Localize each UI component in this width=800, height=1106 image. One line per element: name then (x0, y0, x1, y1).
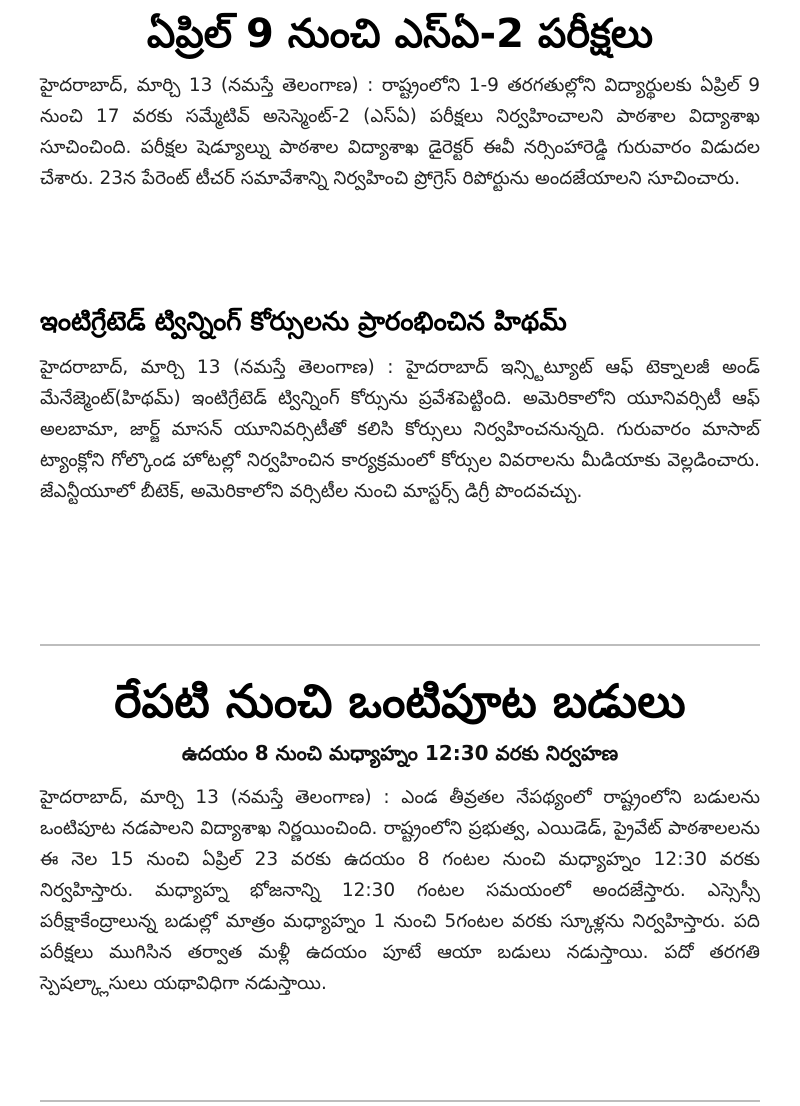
headline-sa2-exams: ఏప్రిల్ 9 నుంచి ఎస్ఏ-2 పరీక్షలు (146, 11, 654, 57)
headline-half-day-schools: రేపటి నుంచి ఒంటిపూట బడులు (114, 674, 686, 728)
article-body-hitam-twinning: హైదరాబాద్, మార్చి 13 (నమస్తే తెలంగాణ) : హైదరాబాద్ ఇన్స్టిట్యూట్ ఆఫ్ టెక్నాలజీ అండ్ మేనేజ్మెంట్(హిథమ్) ఇంటిగ్రేటెడ్ ట్విన్నింగ్ కోర్సును ప్రవేశపెట్టింది. అమెరికాలోని యూనివర్సిటీ ఆఫ్ అలబామా, జార్జ్ మాసన్ యూనివర్సిటీతో కలిసి కోర్సులు నిర్వహించనున్నది. గురువారం మాసాబ్ ట్యాంక్లోని గోల్కొండ హోటల్లో నిర్వహించిన కార్యక్రమంలో కోర్సుల వివరాలను మీడియాకు వెల్లడించారు. జేఎన్టీయూలో బీటెక్, అమెరికాలోని వర్సిటీల నుంచి మాస్టర్స్ డిగ్రీ పొందవచ్చు. (40, 357, 760, 502)
section-divider (40, 644, 760, 646)
article-sa2-exams (40, 6, 760, 194)
article-body-sa2-exams: హైదరాబాద్, మార్చి 13 (నమస్తే తెలంగాణ) : రాష్ట్రంలోని 1-9 తరగతుల్లోని విద్యార్థులకు ఏప్రిల్ 9 నుంచి 17 వరకు సమ్మేటివ్ అసెస్మెంట్-2 (ఎస్ఏ) పరీక్షలు నిర్వహించాలని పాఠశాల విద్యాశాఖ సూచించింది. పరీక్షల షెడ్యూల్ను పాఠశాల విద్యాశాఖ డైరెక్టర్ ఈవీ నర్సింహారెడ్డి గురువారం విడుదల చేశారు. 23న పేరెంట్ టీచర్ సమావేశాన్ని నిర్వహించి ప్రోగ్రెస్ రిపోర్టును అందజేయాలని సూచించారు. (40, 75, 760, 189)
article-body-half-day-schools: హైదరాబాద్, మార్చి 13 (నమస్తే తెలంగాణ) : ఎండ తీవ్రతల నేపథ్యంలో రాష్ట్రంలోని బడులను ఒంటిపూట నడపాలని విద్యాశాఖ నిర్ణయించింది. రాష్ట్రంలోని ప్రభుత్వ, ఎయిడెడ్, ప్రైవేట్ పాఠశాలలను ఈ నెల 15 నుంచి ఏప్రిల్ 23 వరకు ఉదయం 8 గంటల నుంచి మధ్యాహ్నం 12:30 వరకు నిర్వహిస్తారు. మధ్యాహ్న భోజనాన్ని 12:30 గంటల సమయంలో అందజేస్తారు. ఎస్సెస్సీ పరీక్షాకేంద్రాలున్న బడుల్లో మాత్రం మధ్యాహ్నం 1 నుంచి 5గంటల వరకు స్కూళ్లను నిర్వహిస్తారు. పది పరీక్షలు ముగిసిన తర్వాత మళ్లీ ఉదయం పూటే ఆయా బడులు నడుస్తాయి. పదో తరగతి స్పెషల్క్లాసులు యథావిధిగా నడుస్తాయి. (40, 787, 760, 994)
article-half-day-schools (40, 668, 760, 999)
article-hitam-twinning (40, 302, 760, 507)
bottom-divider (40, 1100, 760, 1102)
deck-half-day-schools: ఉదయం 8 నుంచి మధ్యాహ్నం 12:30 వరకు నిర్వహణ (181, 741, 619, 765)
headline-hitam-twinning: ఇంటిగ్రేటెడ్ ట్విన్నింగ్ కోర్సులను ప్రారంభించిన హిథమ్ (40, 307, 567, 337)
